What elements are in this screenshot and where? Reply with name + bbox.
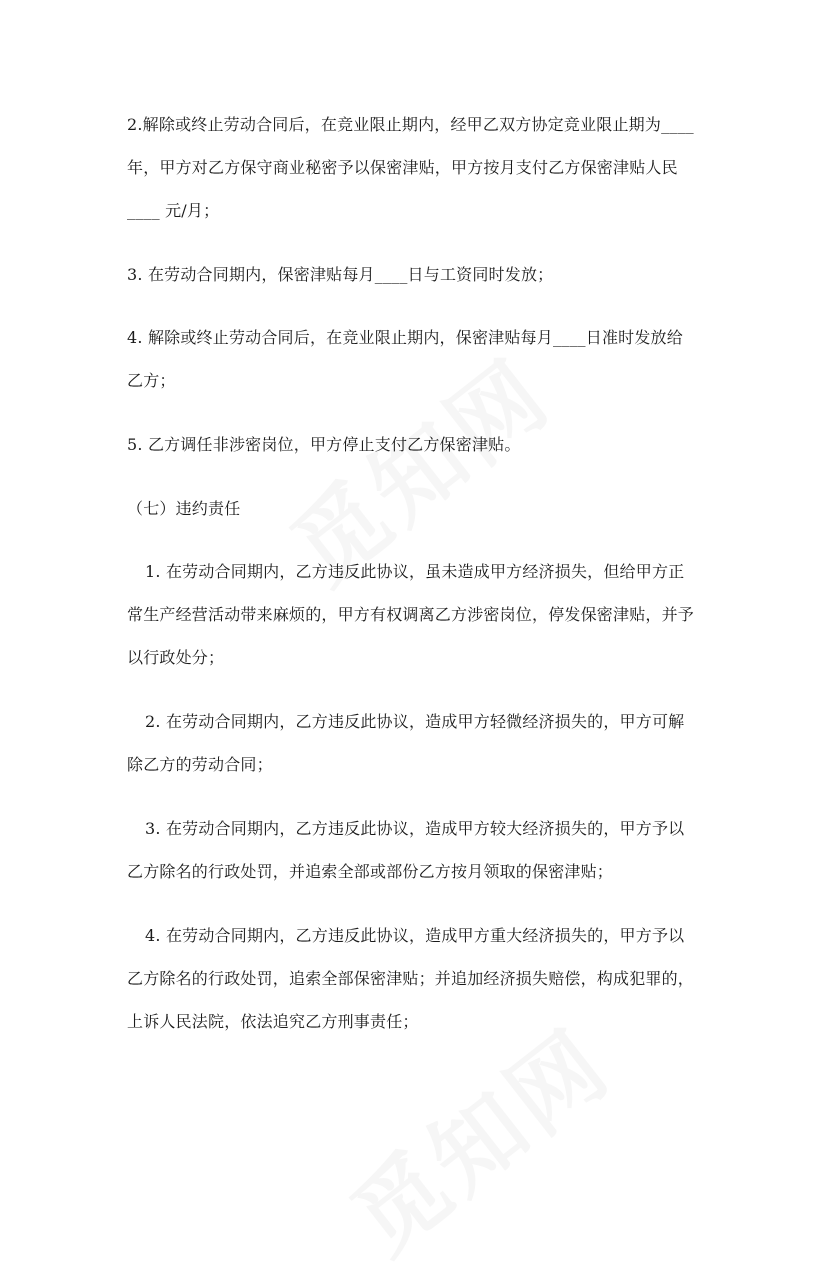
paragraph-line: 5. 乙方调任非涉密岗位，甲方停止支付乙方保密津贴。: [127, 435, 521, 454]
paragraph-line: 乙方除名的行政处罚，并追索全部或部份乙方按月领取的保密津贴；: [127, 862, 614, 881]
paragraph-line: 2. 在劳动合同期内，乙方违反此协议，造成甲方轻微经济损失的，甲方可解: [145, 712, 685, 731]
paragraph-line: ____ 元/月；: [127, 201, 220, 220]
paragraph-line: 上诉人民法院，依法追究乙方刑事责任；: [127, 1012, 419, 1031]
paragraph-line: 年，甲方对乙方保守商业秘密予以保密津贴，甲方按月支付乙方保密津贴人民: [127, 158, 678, 177]
paragraph-line: 4. 在劳动合同期内，乙方违反此协议，造成甲方重大经济损失的，甲方予以: [145, 926, 685, 945]
paragraph-line: 乙方除名的行政处罚，追索全部保密津贴；并追加经济损失赔偿，构成犯罪的，: [127, 969, 695, 988]
paragraph-line: 除乙方的劳动合同；: [127, 755, 273, 774]
section-heading: （七）违约责任: [127, 499, 241, 518]
watermark: [321, 993, 634, 1278]
paragraph-line: 1. 在劳动合同期内，乙方违反此协议，虽未造成甲方经济损失，但给甲方正: [145, 562, 685, 581]
paragraph-line: 乙方；: [127, 371, 176, 390]
paragraph-line: 3. 在劳动合同期内，乙方违反此协议，造成甲方较大经济损失的，甲方予以: [145, 819, 685, 838]
paragraph-line: 3. 在劳动合同期内，保密津贴每月____日与工资同时发放；: [127, 265, 554, 284]
paragraph-line: 以行政处分；: [127, 648, 225, 667]
paragraph-line: 2.解除或终止劳动合同后，在竞业限止期内，经甲乙双方协定竞业限止期为____: [127, 115, 694, 134]
paragraph-line: 4. 解除或终止劳动合同后，在竞业限止期内，保密津贴每月____日准时发放给: [127, 328, 683, 347]
paragraph-line: 常生产经营活动带来麻烦的，甲方有权调离乙方涉密岗位，停发保密津贴，并予: [127, 605, 695, 624]
